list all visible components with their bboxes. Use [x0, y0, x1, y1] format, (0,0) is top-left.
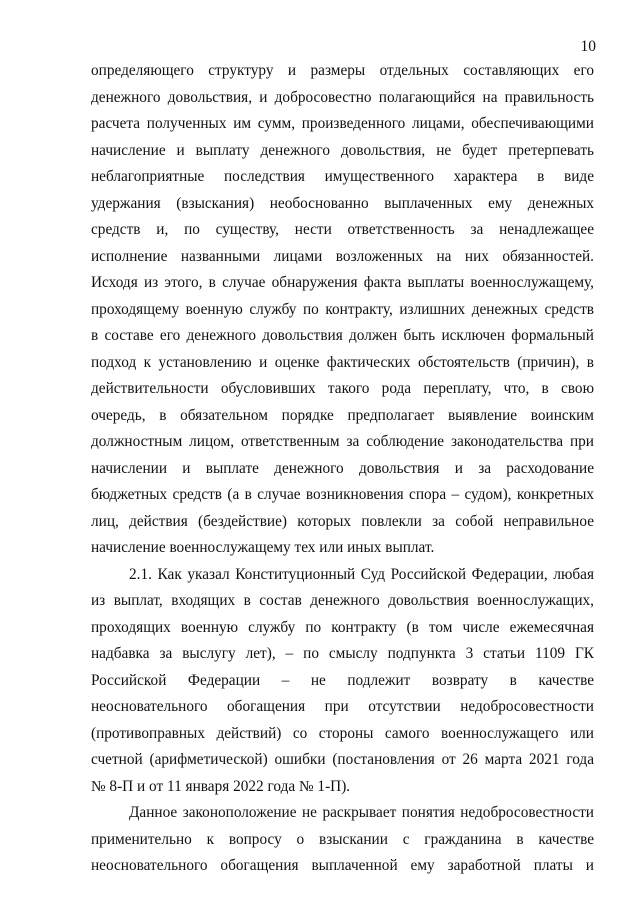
paragraph-1 — [91, 58, 594, 562]
text-line: применительно к вопросу о взыскании с гражданина в качестве — [91, 830, 594, 848]
text-line: Исходя из этого, в случае обнаружения факта выплаты военнослужащему, — [91, 274, 594, 291]
text-line: средств и, по существу, нести ответственность за ненадлежащее — [91, 221, 594, 238]
paragraph-3 — [91, 800, 594, 880]
text-line: определяющего структуру и размеры отдельных составляющих его — [91, 62, 594, 79]
text-line: Российской Федерации – не подлежит возврату в качестве — [91, 671, 594, 689]
text-line: проходящих военную службу по контракту (в том числе ежемесячная — [91, 618, 594, 636]
document-body — [91, 58, 594, 880]
text-line: 2.1. Как указал Конституционный Суд Российской Федерации, любая — [129, 565, 594, 583]
text-line: в составе его денежного довольствия должен быть исключен формальный — [91, 327, 594, 344]
text-line: исполнение названными лицами возложенных на них обязанностей. — [91, 247, 594, 265]
text-line: денежного довольствия, и добросовестно полагающийся на правильность — [91, 88, 594, 106]
text-line: начисление военнослужащему тех или иных выплат. — [91, 539, 435, 556]
text-line: надбавка за выслугу лет), – по смыслу подпункта 3 статьи 1109 ГК — [91, 645, 594, 662]
text-line: лиц, действия (бездействие) которых повлекли за собой неправильное — [91, 512, 594, 530]
page-number: 10 — [580, 38, 596, 55]
text-line: из выплат, входящих в состав денежного довольствия военнослужащих, — [91, 592, 594, 609]
text-line: удержания (взыскания) необоснованно выплаченных ему денежных — [91, 194, 594, 212]
text-line: начисление и выплату денежного довольствия, не будет претерпевать — [91, 141, 594, 159]
text-line: подход к установлению и оценке фактических обстоятельств (причин), в — [91, 353, 594, 371]
text-line: № 8-П и от 11 января 2022 года № 1-П). — [91, 777, 351, 795]
text-line: проходящему военную службу по контракту, излишних денежных средств — [91, 300, 594, 318]
text-line: (противоправных действий) со стороны самого военнослужащего или — [91, 724, 594, 742]
text-line: очередь, в обязательном порядке предполагает выявление воинским — [91, 406, 594, 424]
text-line: должностным лицом, ответственным за соблюдение законодательства при — [91, 433, 594, 450]
text-line: Данное законоположение не раскрывает понятия недобросовестности — [129, 804, 594, 821]
text-line: неосновательного обогащения выплаченной ему заработной платы и — [91, 857, 594, 874]
text-line: счетной (арифметической) ошибки (постановления от 26 марта 2021 года — [91, 751, 594, 768]
text-line: расчета полученных им сумм, произведенного лицами, обеспечивающими — [91, 115, 594, 132]
text-line: начислении и выплате денежного довольствия и за расходование — [91, 459, 594, 477]
text-line: неосновательного обогащения при отсутствии недобросовестности — [91, 698, 594, 715]
text-line: бюджетных средств (а в случае возникновения спора – судом), конкретных — [91, 486, 594, 503]
text-line: неблагоприятные последствия имущественного характера в виде — [91, 168, 594, 185]
paragraph-2 — [91, 562, 594, 801]
text-line: действительности обусловивших такого рода переплату, что, в свою — [91, 380, 594, 397]
